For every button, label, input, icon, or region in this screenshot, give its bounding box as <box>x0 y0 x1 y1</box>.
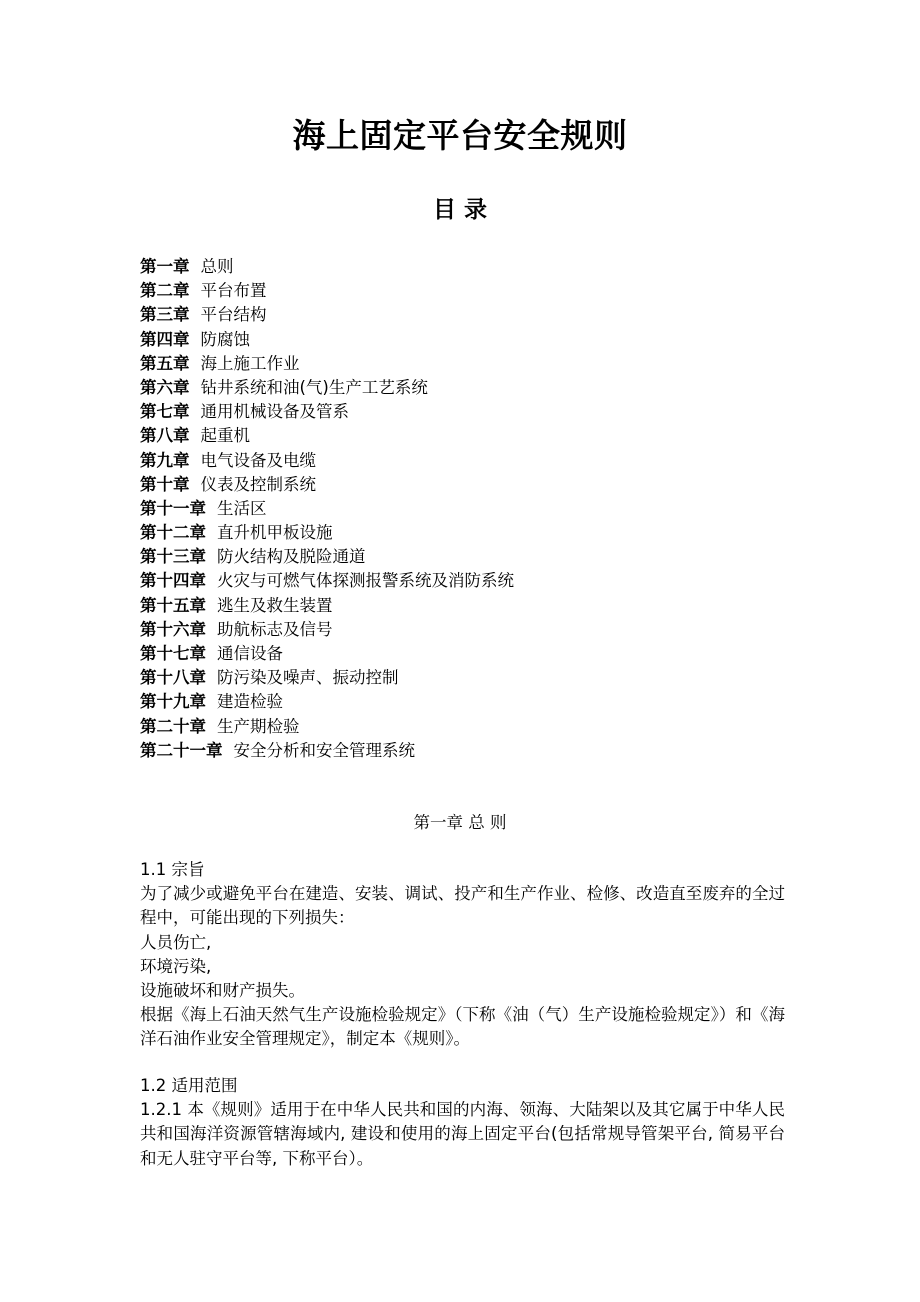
toc-entry <box>140 666 514 690</box>
toc-chapter-name: 生活区 <box>217 498 267 518</box>
toc-entry <box>140 473 514 497</box>
table-of-contents <box>140 255 514 763</box>
toc-chapter-number: 第九章 <box>140 450 190 470</box>
toc-chapter-name: 钻井系统和油(气)生产工艺系统 <box>200 377 428 397</box>
toc-chapter-name: 电气设备及电缆 <box>200 450 316 470</box>
toc-entry <box>140 618 514 642</box>
toc-chapter-number: 第十五章 <box>140 595 206 615</box>
toc-entry <box>140 642 514 666</box>
toc-chapter-number: 第二章 <box>140 281 190 301</box>
toc-chapter-name: 海上施工作业 <box>200 353 300 373</box>
paragraph: 环境污染, <box>140 956 212 976</box>
toc-chapter-name: 助航标志及信号 <box>217 619 333 639</box>
toc-chapter-name: 起重机 <box>200 426 250 446</box>
toc-chapter-name: 逃生及救生装置 <box>217 595 333 615</box>
toc-chapter-name: 安全分析和安全管理系统 <box>233 740 415 760</box>
paragraph: 为了减少或避免平台在建造、安装、调试、投产和生产作业、检修、改造直至废弃的全过程中，可能出现的下列损失： <box>140 884 785 928</box>
document-title: 海上固定平台安全规则 <box>292 116 628 155</box>
toc-chapter-name: 火灾与可燃气体探测报警系统及消防系统 <box>217 571 514 591</box>
toc-chapter-number: 第二十章 <box>140 716 206 736</box>
toc-entry <box>140 279 514 303</box>
toc-chapter-number: 第七章 <box>140 402 190 422</box>
toc-chapter-number: 第五章 <box>140 353 190 373</box>
toc-entry <box>140 690 514 714</box>
toc-entry <box>140 255 514 279</box>
toc-chapter-number: 第十二章 <box>140 523 206 543</box>
toc-entry <box>140 715 514 739</box>
toc-chapter-number: 第十九章 <box>140 692 206 712</box>
section-title: 1.2 适用范围 <box>140 1076 238 1095</box>
toc-entry <box>140 328 514 352</box>
toc-chapter-name: 通用机械设备及管系 <box>200 402 349 422</box>
toc-chapter-number: 第八章 <box>140 426 190 446</box>
paragraph: 设施破坏和财产损失。 <box>140 981 305 1001</box>
toc-chapter-number: 第六章 <box>140 377 190 397</box>
toc-entry <box>140 449 514 473</box>
toc-entry <box>140 569 514 593</box>
toc-entry <box>140 376 514 400</box>
toc-chapter-name: 直升机甲板设施 <box>217 523 333 543</box>
section-1-1 <box>140 858 785 1052</box>
toc-chapter-number: 第二十一章 <box>140 740 223 760</box>
toc-entry <box>140 424 514 448</box>
toc-chapter-name: 总则 <box>200 257 234 276</box>
toc-entry <box>140 739 514 763</box>
toc-entry <box>140 594 514 618</box>
paragraph: 1.2.1 本《规则》适用于在中华人民共和国的内海、领海、大陆架以及其它属于中华人民共和国海洋资源管辖海域内, 建设和使用的海上固定平台(包括常规导管架平台, 简易平台和无人驻守平台等, 下称平台）。 <box>140 1100 785 1168</box>
section-1-2 <box>140 1074 785 1171</box>
toc-chapter-name: 生产期检验 <box>217 716 300 736</box>
toc-chapter-name: 仪表及控制系统 <box>200 474 316 494</box>
toc-chapter-name: 平台结构 <box>200 305 267 325</box>
toc-chapter-name: 防污染及噪声、振动控制 <box>217 668 399 688</box>
toc-chapter-number: 第十八章 <box>140 668 206 688</box>
toc-chapter-number: 第十章 <box>140 474 190 494</box>
chapter-1-heading: 第一章 总 则 <box>413 813 507 832</box>
toc-chapter-name: 平台布置 <box>200 281 267 301</box>
toc-chapter-number: 第十七章 <box>140 644 206 663</box>
toc-entry <box>140 497 514 521</box>
toc-entry <box>140 521 514 545</box>
toc-entry <box>140 352 514 376</box>
toc-chapter-name: 建造检验 <box>217 692 283 712</box>
toc-chapter-name: 防火结构及脱险通道 <box>217 547 366 567</box>
paragraph: 人员伤亡, <box>140 932 212 952</box>
toc-chapter-number: 第十三章 <box>140 547 206 567</box>
toc-entry <box>140 400 514 424</box>
toc-chapter-number: 第一章 <box>140 257 190 276</box>
toc-chapter-number: 第十四章 <box>140 571 206 591</box>
section-title: 1.1 宗旨 <box>140 860 205 879</box>
toc-chapter-number: 第十一章 <box>140 498 206 518</box>
toc-heading: 目 录 <box>432 197 487 223</box>
toc-chapter-name: 防腐蚀 <box>200 329 250 349</box>
toc-chapter-number: 第十六章 <box>140 619 206 639</box>
toc-chapter-number: 第三章 <box>140 305 190 325</box>
toc-entry <box>140 545 514 569</box>
paragraph: 根据《海上石油天然气生产设施检验规定》（下称《油（气）生产设施检验规定》）和《海洋石油作业安全管理规定》，制定本《规则》。 <box>140 1005 785 1049</box>
toc-chapter-number: 第四章 <box>140 329 190 349</box>
toc-chapter-name: 通信设备 <box>217 644 283 663</box>
toc-entry <box>140 303 514 327</box>
